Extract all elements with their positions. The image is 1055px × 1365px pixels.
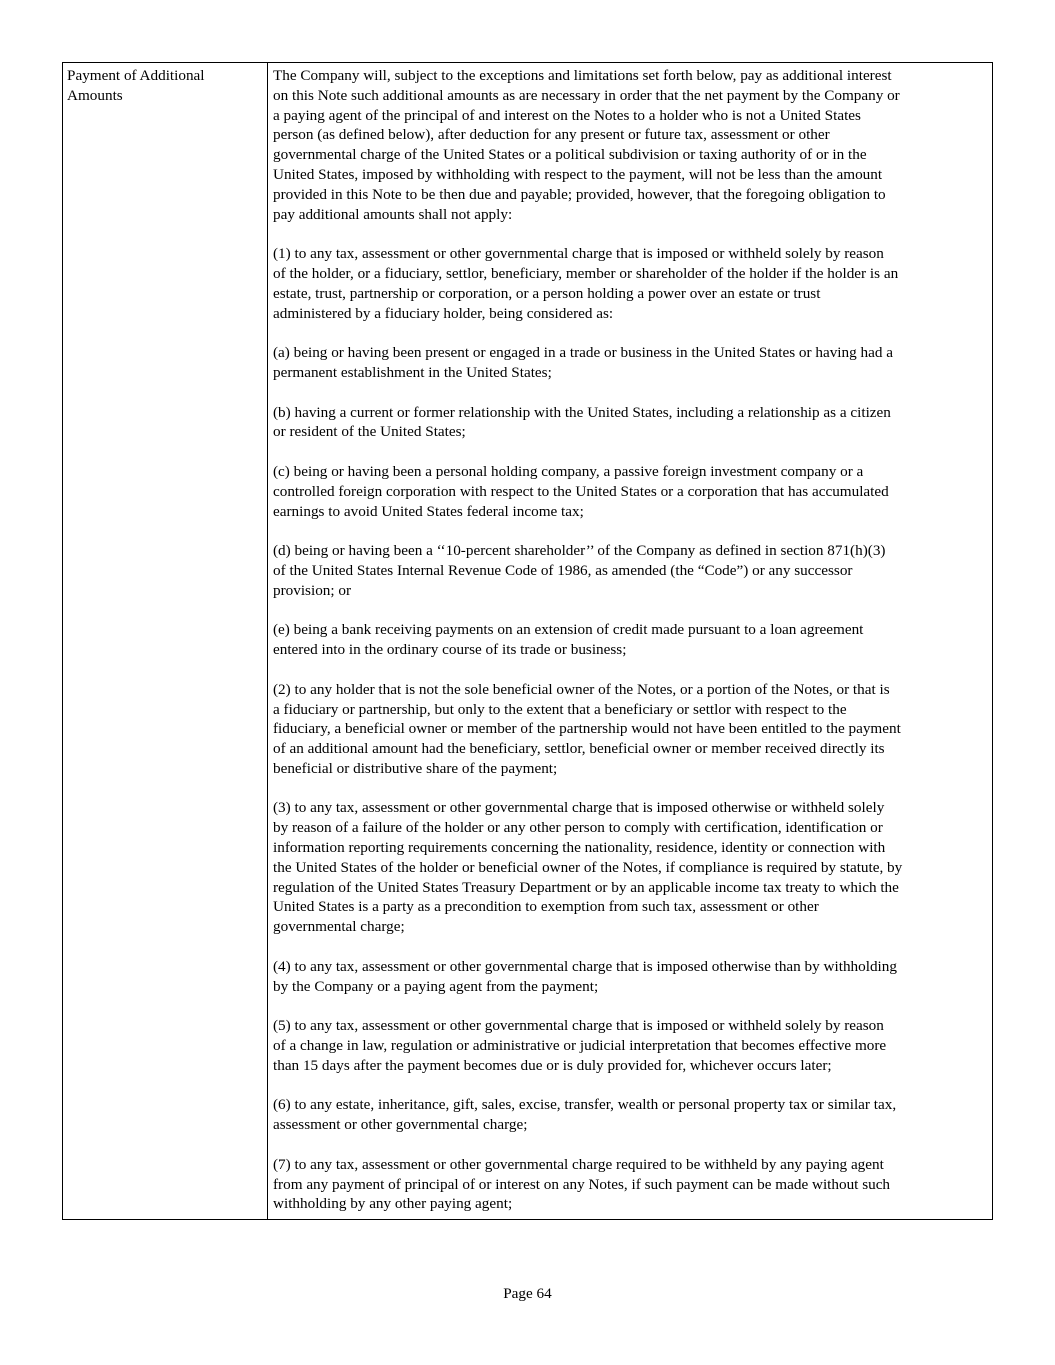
text-line: information reporting requirements concerning the nationality, residence, identity or connection with [273, 839, 886, 857]
text-line: (e) being a bank receiving payments on an extension of credit made pursuant to a loan agreement [273, 621, 864, 639]
exception-7-paragraph [273, 1155, 988, 1214]
text-line: from any payment of principal of or interest on any Notes, if such payment can be made without such [273, 1175, 891, 1193]
text-line: of an additional amount had the beneficiary, settlor, beneficial owner or member received directly its [273, 740, 885, 758]
text-line: administered by a fiduciary holder, being considered as: [273, 304, 614, 322]
text-line: (2) to any holder that is not the sole beneficial owner of the Notes, or a portion of the Notes, or that is [273, 680, 890, 698]
text-line: a fiduciary or partnership, but only to the extent that a beneficiary or settlor with respect to the [273, 700, 847, 718]
text-line: (3) to any tax, assessment or other governmental charge that is imposed otherwise or withheld solely [273, 799, 885, 817]
text-line: entered into in the ordinary course of its trade or business; [273, 641, 627, 659]
text-line: person (as defined below), after deduction for any present or future tax, assessment or other [273, 126, 830, 144]
terms-table [62, 62, 993, 1220]
text-line: earnings to avoid United States federal income tax; [273, 502, 584, 520]
text-line: (4) to any tax, assessment or other governmental charge that is imposed otherwise than by withholding [273, 957, 897, 975]
text-line: The Company will, subject to the exceptions and limitations set forth below, pay as additional interest [273, 67, 892, 84]
clause-d-paragraph [273, 541, 988, 600]
clause-a-paragraph [273, 343, 988, 383]
text-line: (7) to any tax, assessment or other governmental charge required to be withheld by any paying agent [273, 1155, 884, 1173]
text-line: beneficial or distributive share of the payment; [273, 759, 558, 777]
term-cell [63, 63, 268, 1219]
text-line: governmental charge of the United States or a political subdivision or taxing authority of or in the [273, 146, 867, 164]
exception-6-paragraph [273, 1095, 988, 1135]
page-number: Page 64 [503, 1285, 552, 1302]
exception-2-paragraph [273, 680, 988, 779]
text-line: on this Note such additional amounts as are necessary in order that the net payment by the Company or [273, 86, 900, 104]
clause-c-paragraph [273, 462, 988, 521]
text-line: (6) to any estate, inheritance, gift, sales, excise, transfer, wealth or personal property tax or similar tax, [273, 1096, 897, 1114]
clause-b-paragraph [273, 403, 988, 443]
exception-1-paragraph [273, 244, 988, 323]
clause-e-paragraph [273, 620, 988, 660]
text-line: than 15 days after the payment becomes due or is duly provided for, whichever occurs later; [273, 1056, 832, 1074]
text-line: a paying agent of the principal of and interest on the Notes to a holder who is not a United States [273, 106, 861, 124]
text-line: permanent establishment in the United States; [273, 363, 552, 381]
exception-5-paragraph [273, 1016, 988, 1075]
text-line: of the holder, or a fiduciary, settlor, beneficiary, member or shareholder of the holder if the holder is an [273, 264, 899, 282]
text-line: fiduciary, a beneficial owner or member of the partnership would not have been entitled to the payment [273, 720, 901, 738]
text-line: (5) to any tax, assessment or other governmental charge that is imposed or withheld solely by reason [273, 1017, 884, 1035]
text-line: or resident of the United States; [273, 423, 466, 441]
text-line: (a) being or having been present or engaged in a trade or business in the United States or having had a [273, 344, 893, 362]
text-line: provided in this Note to be then due and payable; provided, however, that the foregoing obligation to [273, 185, 886, 203]
term-label-line: Amounts [67, 86, 123, 104]
text-line: (c) being or having been a personal holding company, a passive foreign investment company or a [273, 462, 864, 480]
text-line: the United States of the holder or beneficial owner of the Notes, if compliance is required by statute, by [273, 858, 903, 876]
text-line: (b) having a current or former relationship with the United States, including a relationship as a citizen [273, 403, 891, 421]
text-line: of the United States Internal Revenue Code of 1986, as amended (the “Code”) or any successor [273, 561, 853, 579]
text-line: by reason of a failure of the holder or any other person to comply with certification, identification or [273, 819, 883, 837]
text-line: assessment or other governmental charge; [273, 1116, 528, 1134]
text-line: provision; or [273, 581, 352, 599]
text-line: controlled foreign corporation with respect to the United States or a corporation that has accumulated [273, 482, 889, 500]
text-line: of a change in law, regulation or administrative or judicial interpretation that becomes effective more [273, 1037, 887, 1055]
text-line: by the Company or a paying agent from the payment; [273, 977, 599, 995]
exception-3-paragraph [273, 798, 988, 937]
text-line: regulation of the United States Treasury Department or by an applicable income tax treaty to which the [273, 878, 899, 896]
text-line: (1) to any tax, assessment or other governmental charge that is imposed or withheld solely by reason [273, 245, 884, 263]
text-line: governmental charge; [273, 918, 405, 936]
exception-4-paragraph [273, 957, 988, 997]
text-line: United States is a party as a precondition to exemption from such tax, assessment or other [273, 898, 819, 916]
text-line: estate, trust, partnership or corporation, or a person holding a power over an estate or trust [273, 284, 821, 302]
intro-paragraph [273, 66, 988, 224]
text-line: pay additional amounts shall not apply: [273, 205, 513, 223]
text-line: United States, imposed by withholding with respect to the payment, will not be less than the amount [273, 165, 883, 183]
text-line: withholding by any other paying agent; [273, 1195, 513, 1213]
text-line: (d) being or having been a ‘‘10-percent shareholder’’ of the Company as defined in section 871(h)(3) [273, 542, 886, 560]
provision-text-cell [268, 63, 992, 1219]
term-label-line: Payment of Additional [67, 67, 205, 84]
